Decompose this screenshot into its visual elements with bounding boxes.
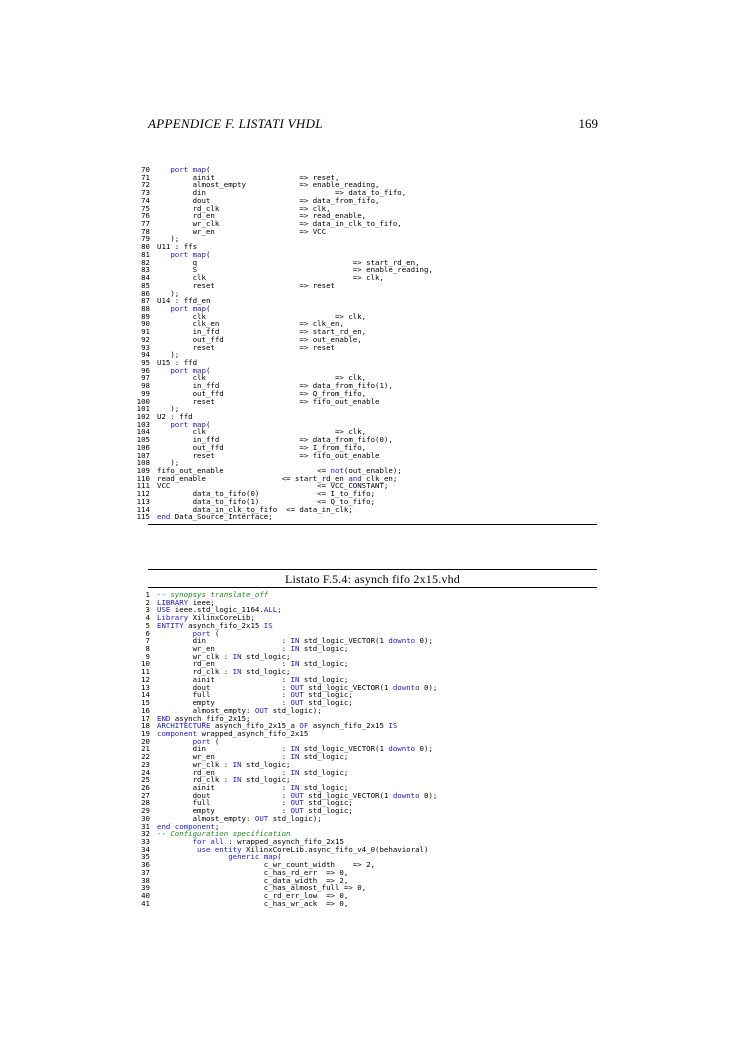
code-text: std_logic; — [303, 798, 353, 808]
code-text: ( — [205, 419, 211, 429]
line-number: 85 — [141, 280, 150, 290]
code-keyword: and — [348, 473, 362, 483]
code-text: ainit : — [157, 674, 291, 684]
code-text: in_ffd => data_from_fifo(0), — [157, 435, 393, 445]
code-keyword: IN — [232, 651, 242, 661]
line-number: 90 — [141, 319, 150, 329]
code-keyword: end component — [157, 821, 215, 831]
code-text: data_to_fifo(0) <= I_to_fifo; — [157, 489, 376, 499]
line-number: 78 — [141, 226, 150, 236]
code-text: dout : — [157, 790, 291, 800]
code-keyword: IS — [388, 721, 398, 731]
code-keyword: port map — [170, 303, 206, 313]
code-keyword: downto — [392, 682, 420, 692]
line-number: 17 — [141, 713, 150, 723]
code-keyword: OF — [299, 721, 309, 731]
line-number: 106 — [136, 442, 150, 452]
code-comment: -- Configuration specification — [157, 829, 291, 839]
line-number: 6 — [145, 628, 150, 638]
code-text: read_enable <= start_rd_en — [157, 473, 349, 483]
code-keyword: IN — [232, 667, 242, 677]
code-text: XilinxCoreLib; — [188, 613, 255, 623]
code-text: q => start_rd_en, — [157, 257, 420, 267]
code-keyword: ENTITY — [157, 620, 184, 630]
code-keyword: downto — [388, 744, 416, 754]
line-number: 27 — [141, 790, 150, 800]
line-number: 1 — [145, 590, 150, 599]
code-text: ainit => reset, — [157, 172, 340, 182]
code-keyword: port map — [170, 365, 206, 375]
code-text: std_logic_VECTOR(1 — [303, 682, 393, 692]
line-number: 103 — [136, 419, 150, 429]
code-keyword: port map — [170, 165, 206, 174]
line-number: 98 — [141, 381, 150, 391]
code-text: 0); — [419, 790, 438, 800]
code-text: rd_clk => clk, — [157, 203, 331, 213]
code-keyword: OUT — [254, 705, 269, 715]
line-number: 89 — [141, 311, 150, 321]
line-number: 24 — [141, 767, 150, 777]
code-text: std_logic; — [303, 698, 353, 708]
line-number: 101 — [136, 404, 150, 414]
code-listing-continued — [130, 166, 433, 521]
code-text: 0); — [415, 744, 433, 754]
code-text: almost_empty => enable_reading, — [157, 180, 380, 190]
code-keyword: for all — [192, 837, 224, 846]
code-text: std_logic; — [299, 644, 349, 654]
code-text: fifo_out_enable <= — [157, 466, 331, 476]
code-text: ( — [205, 365, 211, 375]
line-number: 77 — [141, 219, 150, 229]
code-text: std_logic_VECTOR(1 — [299, 636, 389, 646]
code-text: reset => reset — [157, 280, 335, 290]
code-text: U11 : ffs — [157, 242, 198, 252]
line-number: 35 — [141, 852, 150, 862]
code-text: rd_clk : — [157, 775, 233, 785]
code-keyword: OUT — [290, 790, 304, 800]
line-number: 76 — [141, 211, 150, 221]
code-keyword: OUT — [290, 798, 304, 808]
code-text: wr_en => VCC — [157, 226, 327, 236]
line-number: 91 — [141, 327, 150, 337]
code-keyword: IN — [232, 759, 242, 769]
code-text: ; — [214, 821, 220, 831]
code-text: std_logic; — [303, 690, 353, 700]
code-keyword: OUT — [254, 813, 269, 823]
line-number: 114 — [136, 504, 150, 514]
code-text: std_logic; — [241, 775, 291, 785]
code-text: full : — [157, 798, 291, 808]
line-number: 36 — [141, 860, 150, 870]
code-text: c_has_wr_ack => 0, — [157, 898, 349, 908]
code-text: ieee.std_logic_1164. — [170, 605, 264, 615]
line-number: 20 — [141, 736, 150, 746]
code-listing-asynch-fifo — [130, 591, 437, 907]
code-text: asynch_fifo_2x15_a — [210, 721, 300, 731]
code-text: din : — [157, 744, 291, 754]
code-text: std_logic; — [299, 752, 349, 762]
code-comment: -- synopsys translate_off — [157, 590, 269, 599]
line-number: 74 — [141, 195, 150, 205]
code-text: U14 : ffd_en — [157, 296, 211, 306]
line-number: 30 — [141, 813, 150, 823]
code-text: out_ffd => out_enable, — [157, 334, 362, 344]
line-number: 108 — [136, 458, 150, 468]
line-number: 86 — [141, 288, 150, 298]
code-text: c_data_width => 2, — [157, 875, 349, 885]
code-text: ); — [157, 458, 180, 468]
line-number: 33 — [141, 837, 150, 846]
chapter-title: APPENDICE F. LISTATI VHDL — [148, 116, 323, 131]
code-text: asynch_fifo_2x15 — [308, 721, 389, 731]
code-text: std_logic; — [241, 651, 291, 661]
code-text: wrapped_asynch_fifo_2x15 — [197, 728, 309, 738]
code-text: Data_Source_Interface; — [170, 512, 273, 522]
code-keyword: end — [157, 512, 171, 522]
code-text: VCC <= VCC_CONSTANT; — [157, 481, 389, 491]
code-keyword: OUT — [290, 682, 304, 692]
code-text: in_ffd => data_from_fifo(1), — [157, 381, 393, 391]
line-number: 109 — [136, 466, 150, 476]
code-text: rd_clk : — [157, 667, 233, 677]
line-number: 7 — [145, 636, 150, 646]
code-text: ); — [157, 288, 180, 298]
caption-top-rule — [148, 569, 597, 570]
code-text: std_logic); — [268, 813, 322, 823]
line-number: 10 — [141, 659, 150, 669]
line-number: 73 — [141, 188, 150, 198]
code-text: S => enable_reading, — [157, 265, 433, 275]
line-number: 41 — [141, 898, 150, 908]
line-number: 93 — [141, 342, 150, 352]
line-number: 113 — [136, 496, 150, 506]
code-keyword: port — [192, 628, 211, 638]
line-number: 34 — [141, 844, 150, 854]
code-text: std_logic; — [299, 767, 349, 777]
line-number: 2 — [145, 597, 150, 607]
code-text: clk_en; — [361, 473, 398, 483]
code-keyword: use entity — [197, 844, 242, 854]
code-keyword: port map — [170, 419, 206, 429]
line-number: 110 — [136, 473, 150, 483]
code-text: rd_en : — [157, 767, 291, 777]
code-keyword: component — [157, 728, 198, 738]
line-number: 8 — [145, 644, 150, 654]
code-keyword: LIBRARY — [157, 597, 189, 607]
line-number: 81 — [141, 249, 150, 259]
code-text: data_in_clk_to_fifo <= data_in_clk; — [157, 504, 353, 514]
line-number: 18 — [141, 721, 150, 731]
line-number: 28 — [141, 798, 150, 808]
line-number: 95 — [141, 357, 150, 367]
code-text: out_ffd => I_from_fifo, — [157, 442, 367, 452]
line-number: 12 — [141, 674, 150, 684]
line-number: 3 — [145, 605, 150, 615]
code-keyword: OUT — [290, 806, 304, 816]
code-text: (out_enable); — [343, 466, 402, 476]
line-number: 79 — [141, 234, 150, 244]
code-text: asynch_fifo_2x15 — [183, 620, 264, 630]
line-number: 70 — [141, 165, 150, 174]
line-number: 23 — [141, 759, 150, 769]
line-number: 92 — [141, 334, 150, 344]
code-keyword: END — [157, 713, 171, 723]
line-number: 105 — [136, 435, 150, 445]
code-text: empty : — [157, 698, 291, 708]
line-number: 39 — [141, 883, 150, 893]
code-keyword: USE — [157, 605, 171, 615]
page-header — [148, 116, 598, 134]
code-text: ( — [205, 249, 211, 259]
code-text: data_to_fifo(1) <= Q_to_fifo; — [157, 496, 376, 506]
line-number: 15 — [141, 698, 150, 708]
code-text: clk => clk, — [157, 373, 367, 383]
code-text: U2 : ffd — [157, 412, 193, 421]
code-text: ( — [205, 165, 211, 174]
code-keyword: generic map — [228, 852, 278, 862]
code-text: c_has_rd_err => 0, — [157, 867, 349, 877]
line-number: 25 — [141, 775, 150, 785]
code-text: empty : — [157, 806, 291, 816]
code-text: reset => fifo_out_enable — [157, 450, 380, 460]
listing-end-rule — [148, 524, 597, 525]
code-text: 0); — [415, 636, 433, 646]
code-keyword: Library — [157, 613, 189, 623]
line-number: 107 — [136, 450, 150, 460]
code-keyword: port — [192, 736, 211, 746]
line-number: 94 — [141, 350, 150, 360]
line-number: 82 — [141, 257, 150, 267]
code-keyword: IN — [290, 636, 300, 646]
line-number: 100 — [136, 396, 150, 406]
code-text: rd_en => read_enable, — [157, 211, 367, 221]
line-number: 112 — [136, 489, 150, 499]
code-text: ); — [157, 404, 180, 414]
code-line — [130, 513, 433, 521]
code-text: reset => fifo_out_enable — [157, 396, 380, 406]
line-number: 4 — [145, 613, 150, 623]
code-text: clk_en => clk_en, — [157, 319, 344, 329]
code-text: rd_en : — [157, 659, 291, 669]
code-keyword: ALL — [263, 605, 278, 615]
code-text: std_logic_VECTOR(1 — [299, 744, 389, 754]
code-text: c_has_almost_full => 0, — [157, 883, 367, 893]
code-keyword: IS — [263, 620, 273, 630]
code-text: U15 : ffd — [157, 357, 198, 367]
code-keyword: IN — [290, 782, 300, 792]
page-number: 169 — [578, 116, 598, 131]
code-line — [130, 900, 437, 908]
line-number: 104 — [136, 427, 150, 437]
code-text: reset => reset — [157, 342, 335, 352]
line-number: 75 — [141, 203, 150, 213]
code-keyword: IN — [290, 767, 300, 777]
code-text: dout => data_from_fifo, — [157, 195, 380, 205]
line-number: 38 — [141, 875, 150, 885]
code-text: dout : — [157, 682, 291, 692]
code-text: ); — [157, 350, 180, 360]
code-text: almost_empty: — [157, 705, 255, 715]
line-number: 13 — [141, 682, 150, 692]
code-text: almost_empty: — [157, 813, 255, 823]
code-text: 0); — [419, 682, 438, 692]
code-text: in_ffd => start_rd_en, — [157, 327, 367, 337]
code-text: c_wr_count_width => 2, — [157, 860, 376, 870]
code-text: std_logic_VECTOR(1 — [303, 790, 393, 800]
line-number: 31 — [141, 821, 150, 831]
listing-caption: Listato F.5.4: asynch fifo 2x15.vhd — [284, 572, 461, 586]
line-number: 14 — [141, 690, 150, 700]
code-text: wr_en : — [157, 644, 291, 654]
code-keyword: IN — [232, 775, 242, 785]
code-text: full : — [157, 690, 291, 700]
line-number: 21 — [141, 744, 150, 754]
code-text: clk => clk, — [157, 427, 367, 437]
code-text: din : — [157, 636, 291, 646]
code-text: ieee; — [188, 597, 215, 607]
code-text: clk => clk, — [157, 311, 367, 321]
code-text: ( — [210, 628, 220, 638]
line-number: 96 — [141, 365, 150, 375]
line-number: 32 — [141, 829, 150, 839]
line-number: 88 — [141, 303, 150, 313]
code-keyword: OUT — [290, 690, 304, 700]
code-text: ( — [210, 736, 220, 746]
code-keyword: downto — [388, 636, 416, 646]
code-text: std_logic; — [303, 806, 353, 816]
code-text: std_logic; — [241, 759, 291, 769]
line-number: 71 — [141, 172, 150, 182]
line-number: 99 — [141, 388, 150, 398]
code-text: std_logic; — [241, 667, 291, 677]
code-keyword: IN — [290, 674, 300, 684]
line-number: 111 — [136, 481, 150, 491]
code-text: c_rd_err_low => 0, — [157, 891, 349, 901]
line-number: 9 — [145, 651, 150, 661]
code-keyword: port map — [170, 249, 206, 259]
code-keyword: IN — [290, 752, 300, 762]
code-keyword: IN — [290, 659, 300, 669]
code-text: std_logic; — [299, 659, 349, 669]
code-text: std_logic; — [299, 782, 349, 792]
code-text: wr_clk : — [157, 651, 233, 661]
line-number: 5 — [145, 620, 150, 630]
line-number: 87 — [141, 296, 150, 306]
code-text: ( — [277, 852, 282, 862]
code-text: out_ffd => Q_from_fifo, — [157, 388, 367, 398]
line-number: 37 — [141, 867, 150, 877]
line-number: 115 — [136, 512, 150, 522]
line-number: 11 — [141, 667, 150, 677]
line-number: 19 — [141, 728, 150, 738]
code-keyword: OUT — [290, 698, 304, 708]
code-text: wr_clk : — [157, 759, 233, 769]
code-text: ); — [157, 234, 180, 244]
line-number: 72 — [141, 180, 150, 190]
code-text: std_logic); — [268, 705, 322, 715]
code-keyword: ARCHITECTURE — [157, 721, 211, 731]
code-text: wr_en : — [157, 752, 291, 762]
code-text: asynch_fifo_2x15; — [170, 713, 251, 723]
line-number: 97 — [141, 373, 150, 383]
line-number: 40 — [141, 891, 150, 901]
line-number: 84 — [141, 273, 150, 283]
code-keyword: IN — [290, 644, 300, 654]
code-keyword: IN — [290, 744, 300, 754]
line-number: 83 — [141, 265, 150, 275]
line-number: 29 — [141, 806, 150, 816]
caption-bottom-rule — [148, 587, 597, 588]
code-text: din => data_to_fifo, — [157, 188, 407, 198]
line-number: 26 — [141, 782, 150, 792]
code-text: ; — [277, 605, 282, 615]
code-text: XilinxCoreLib.async_fifo_v4_0(behavioral) — [241, 844, 429, 854]
code-text: std_logic; — [299, 674, 349, 684]
code-keyword: downto — [392, 790, 420, 800]
code-text: : wrapped_asynch_fifo_2x15 — [223, 837, 344, 846]
code-text: wr_clk => data_in_clk_to_fifo, — [157, 219, 402, 229]
line-number: 16 — [141, 705, 150, 715]
code-keyword: not — [330, 466, 344, 476]
line-number: 102 — [136, 412, 150, 421]
line-number: 80 — [141, 242, 150, 252]
line-number: 22 — [141, 752, 150, 762]
code-text: clk => clk, — [157, 273, 384, 283]
code-text: ( — [205, 303, 211, 313]
code-text: ainit : — [157, 782, 291, 792]
